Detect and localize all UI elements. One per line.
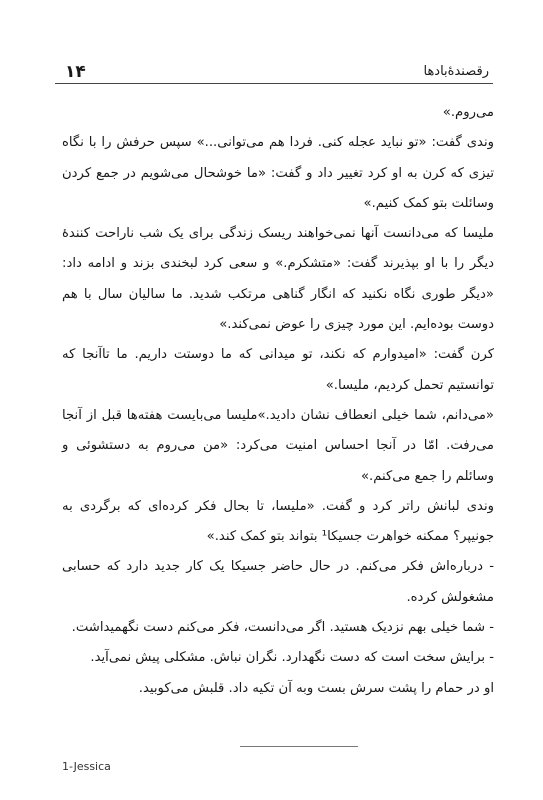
footnote: 1-Jessica <box>62 760 111 773</box>
paragraph: کرن گفت: «امیدوارم که نکند، تو میدانی که ما دوستت داریم. ما تاآنجا که توانستیم تحمل کردیم، ملیسا.» <box>62 347 494 393</box>
running-head: رقصندۀبادها <box>423 64 489 79</box>
paragraph: وندی گفت: «تو نباید عجله کنی. فردا هم می‌توانی...» سپس حرفش را با نگاه تیزی که کرن به او کرد تغییر داد و گفت: «ما خوشحال می‌شویم در جمع کردن وسائلت بتو کمک کنیم.» <box>62 135 494 211</box>
paragraph: - شما خیلی بهم نزدیک هستید. اگر می‌دانست، فکر می‌کنم دست نگهمیداشت. <box>71 620 494 636</box>
paragraph: «می‌دانم، شما خیلی انعطاف نشان دادید.»ملیسا می‌بایست هفته‌ها قبل از آنجا می‌رفت. امّا در آنجا احساس امنیت می‌کرد: «من می‌روم به دستشوئی و وسائلم را جمع می‌کنم.» <box>62 407 494 484</box>
page-number: ۱۴ <box>65 62 86 82</box>
paragraph: او در حمام را پشت سرش بست وبه آن تکیه داد. قلبش می‌کوبید. <box>138 680 494 696</box>
paragraph: - برایش سخت است که دست نگهدارد. نگران نباش. مشکلی پیش نمی‌آید. <box>90 650 494 666</box>
footnote-rule <box>240 746 358 747</box>
paragraph: وندی لبانش راتر کرد و گفت. «ملیسا، تا بحال فکر کرده‌ای که برگردی به جونیپر؟ ممکنه خواهرت جسیکا¹ بتواند بتو کمک کند.» <box>62 498 494 545</box>
paragraph: ملیسا که می‌دانست آنها نمی‌خواهند ریسک زندگی برای یک شب ناراحت کنندهٔ دیگر را با او بپذیرند گفت: «متشکرم.» و سعی کرد لبخندی بزند و ادامه داد: «دیگر طوری نگاه نکنید که انگار گناهی مرتکب شدید. ما سالیان سال با هم دوست بوده‌ایم. این مورد چیزی را عوض نمی‌کند.» <box>62 226 494 333</box>
paragraph: می‌روم.» <box>442 105 494 120</box>
body-text <box>62 98 494 704</box>
header-rule <box>55 83 493 84</box>
page-header <box>55 56 493 86</box>
paragraph: - درباره‌اش فکر می‌کنم. در حال حاضر جسیکا یک کار جدید دارد که حسابی مشغولش کرده. <box>62 559 494 605</box>
